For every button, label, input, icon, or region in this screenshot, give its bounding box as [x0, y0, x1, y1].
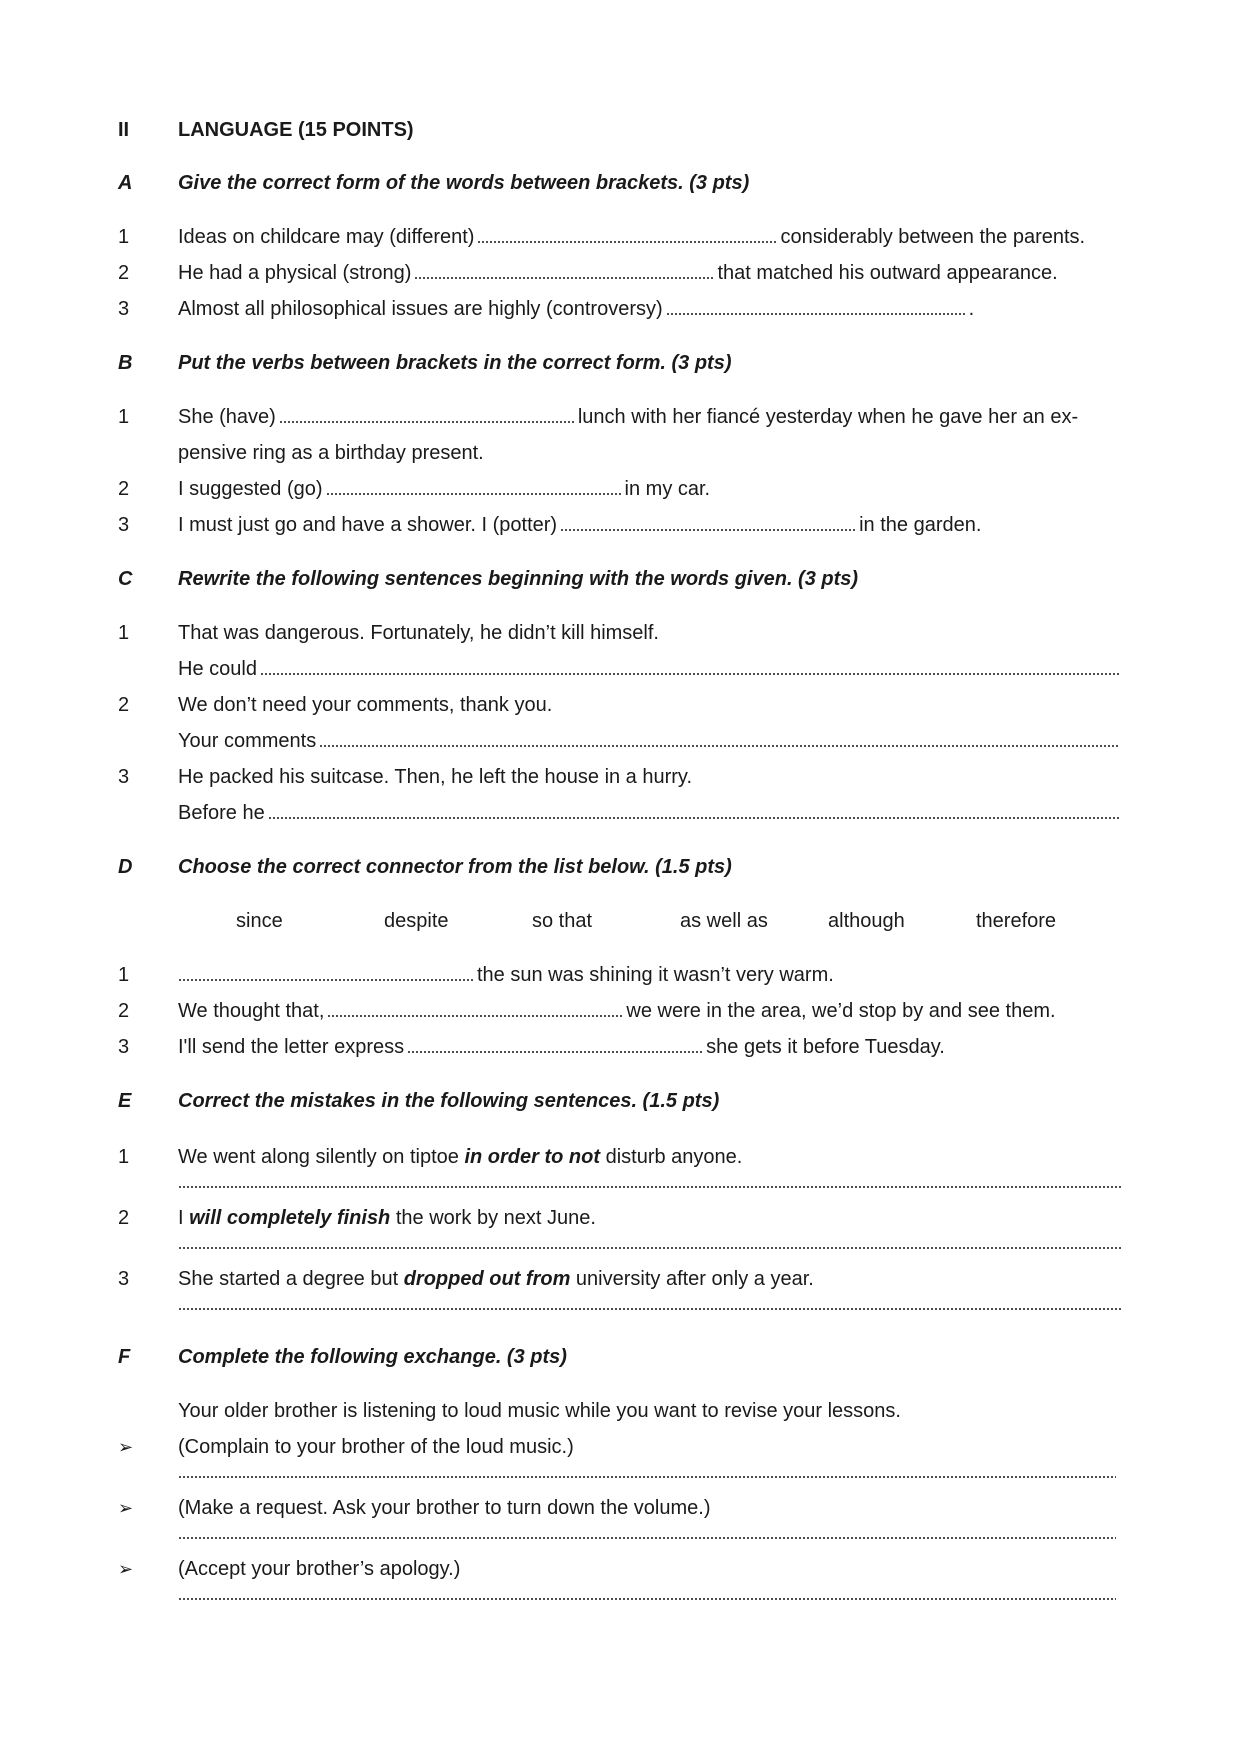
item-number: 2	[118, 1206, 130, 1229]
section-d-item-3	[0, 1032, 1240, 1062]
section-letter: C	[118, 567, 133, 590]
answer-line[interactable]	[178, 1596, 1116, 1602]
section-f-item-3	[0, 1554, 1240, 1584]
section-c-item-3-rewrite	[0, 798, 1240, 828]
answer-blank[interactable]	[407, 1049, 703, 1055]
answer-blank[interactable]	[319, 743, 1119, 749]
item-number: 3	[118, 513, 130, 536]
item-text-after: she gets it before Tuesday.	[706, 1035, 945, 1058]
section-e-item-3	[0, 1264, 1240, 1294]
item-text-after: considerably between the parents.	[780, 225, 1086, 248]
item-text-before: She (have)	[178, 405, 276, 428]
item-text-before: I	[178, 1206, 190, 1229]
answer-blank[interactable]	[268, 815, 1119, 821]
item-text-before: Almost all philosophical issues are highly (controversy)	[178, 297, 663, 320]
answer-blank[interactable]	[477, 239, 777, 245]
answer-line[interactable]	[178, 1535, 1116, 1541]
answer-line[interactable]	[178, 1184, 1122, 1190]
rewrite-start: Before he	[178, 801, 265, 824]
part-number: II	[118, 118, 130, 141]
section-letter: E	[118, 1089, 132, 1112]
item-sentence: We don’t need your comments, thank you.	[178, 693, 553, 716]
item-text-before: I suggested (go)	[178, 477, 323, 500]
answer-blank[interactable]	[327, 1013, 623, 1019]
section-instruction: Complete the following exchange. (3 pts)	[178, 1345, 567, 1368]
section-instruction: Correct the mistakes in the following sentences. (1.5 pts)	[178, 1089, 720, 1112]
section-instruction: Rewrite the following sentences beginning with the words given. (3 pts)	[178, 567, 859, 590]
section-instruction: Choose the correct connector from the list below. (1.5 pts)	[178, 855, 732, 878]
section-a-item-3	[0, 294, 1240, 324]
item-text-before: We thought that,	[178, 999, 325, 1022]
section-f-heading	[0, 1342, 1240, 1372]
section-c-item-1-rewrite	[0, 654, 1240, 684]
mistake-phrase: dropped out from	[403, 1267, 571, 1290]
section-letter: D	[118, 855, 133, 878]
section-instruction: Give the correct form of the words between brackets. (3 pts)	[178, 171, 750, 194]
part-title: LANGUAGE (15 POINTS)	[178, 118, 414, 141]
item-number: 1	[118, 405, 130, 428]
item-text-after: the work by next June.	[390, 1206, 596, 1229]
item-text-before: I must just go and have a shower. I (potter)	[178, 513, 558, 536]
item-text-after: disturb anyone.	[600, 1145, 743, 1168]
section-e-heading	[0, 1086, 1240, 1116]
arrowhead-bullet-icon: ➢	[118, 1497, 134, 1518]
section-instruction: Put the verbs between brackets in the correct form. (3 pts)	[178, 351, 732, 374]
answer-blank[interactable]	[326, 491, 622, 497]
section-b-heading	[0, 348, 1240, 378]
arrowhead-bullet-icon: ➢	[118, 1558, 134, 1579]
section-a-item-2	[0, 258, 1240, 288]
section-letter: F	[118, 1345, 131, 1368]
exchange-prompt: (Complain to your brother of the loud music.)	[178, 1435, 574, 1458]
mistake-phrase: will completely finish	[189, 1206, 391, 1229]
item-text-before: He had a physical (strong)	[178, 261, 412, 284]
item-text-before: I'll send the letter express	[178, 1035, 405, 1058]
section-c-item-2	[0, 690, 1240, 720]
section-d-heading	[0, 852, 1240, 882]
connector-option: despite	[384, 909, 449, 932]
section-f-item-2	[0, 1493, 1240, 1523]
item-number: 3	[118, 765, 130, 788]
item-text-after: that matched his outward appearance.	[717, 261, 1058, 284]
connector-option: so that	[532, 909, 593, 932]
item-text-after: we were in the area, we’d stop by and see them.	[626, 999, 1056, 1022]
section-c-item-2-rewrite	[0, 726, 1240, 756]
section-d-item-2	[0, 996, 1240, 1026]
section-f-item-1	[0, 1432, 1240, 1462]
item-number: 1	[118, 1145, 130, 1168]
section-e-item-2	[0, 1203, 1240, 1233]
part-heading	[0, 115, 1240, 145]
item-text-before: Ideas on childcare may (different)	[178, 225, 475, 248]
item-text-continued: pensive ring as a birthday present.	[178, 441, 484, 464]
section-d-item-1	[0, 960, 1240, 990]
item-number: 2	[118, 477, 130, 500]
item-text-before: She started a degree but	[178, 1267, 404, 1290]
exchange-prompt: (Accept your brother’s apology.)	[178, 1557, 461, 1580]
item-text-after: in my car.	[624, 477, 711, 500]
answer-blank[interactable]	[414, 275, 714, 281]
item-text-after: in the garden.	[859, 513, 982, 536]
section-b-item-1-continued	[0, 438, 1240, 468]
rewrite-start: He could	[178, 657, 257, 680]
answer-blank[interactable]	[666, 311, 966, 317]
item-sentence: He packed his suitcase. Then, he left the house in a hurry.	[178, 765, 693, 788]
section-c-heading	[0, 564, 1240, 594]
connector-option: since	[236, 909, 283, 932]
section-a-heading	[0, 168, 1240, 198]
item-text-after: lunch with her fiancé yesterday when he gave her an ex-	[577, 405, 1079, 428]
item-number: 1	[118, 621, 130, 644]
rewrite-start: Your comments	[178, 729, 317, 752]
section-b-item-2	[0, 474, 1240, 504]
mistake-phrase: in order to not	[464, 1145, 601, 1168]
answer-line[interactable]	[178, 1245, 1122, 1251]
section-a-item-1	[0, 222, 1240, 252]
connector-list	[0, 906, 1240, 936]
section-letter: B	[118, 351, 133, 374]
item-number: 3	[118, 1267, 130, 1290]
item-text-after: .	[968, 297, 975, 320]
item-number: 2	[118, 693, 130, 716]
item-number: 1	[118, 963, 130, 986]
section-b-item-1	[0, 402, 1240, 432]
item-text-after: the sun was shining it wasn’t very warm.	[477, 963, 834, 986]
exchange-prompt: (Make a request. Ask your brother to turn down the volume.)	[178, 1496, 711, 1519]
section-e-item-1	[0, 1142, 1240, 1172]
answer-blank[interactable]	[279, 419, 575, 425]
item-number: 2	[118, 999, 130, 1022]
answer-line[interactable]	[178, 1306, 1122, 1312]
connector-option: as well as	[680, 909, 768, 932]
item-sentence: That was dangerous. Fortunately, he didn’t kill himself.	[178, 621, 659, 644]
item-number: 3	[118, 1035, 130, 1058]
answer-blank[interactable]	[260, 671, 1119, 677]
situation-sentence: Your older brother is listening to loud music while you want to revise your lessons.	[178, 1399, 901, 1422]
section-b-item-3	[0, 510, 1240, 540]
section-c-item-3	[0, 762, 1240, 792]
section-c-item-1	[0, 618, 1240, 648]
connector-option: therefore	[976, 909, 1057, 932]
item-number: 1	[118, 225, 130, 248]
connector-option: although	[828, 909, 905, 932]
section-letter: A	[118, 171, 133, 194]
answer-line[interactable]	[178, 1474, 1116, 1480]
arrowhead-bullet-icon: ➢	[118, 1436, 134, 1457]
situation-text	[0, 1396, 1240, 1426]
answer-blank[interactable]	[560, 527, 856, 533]
item-text-before: We went along silently on tiptoe	[178, 1145, 465, 1168]
item-number: 2	[118, 261, 130, 284]
item-number: 3	[118, 297, 130, 320]
answer-blank[interactable]	[178, 977, 474, 983]
item-text-after: university after only a year.	[570, 1267, 814, 1290]
